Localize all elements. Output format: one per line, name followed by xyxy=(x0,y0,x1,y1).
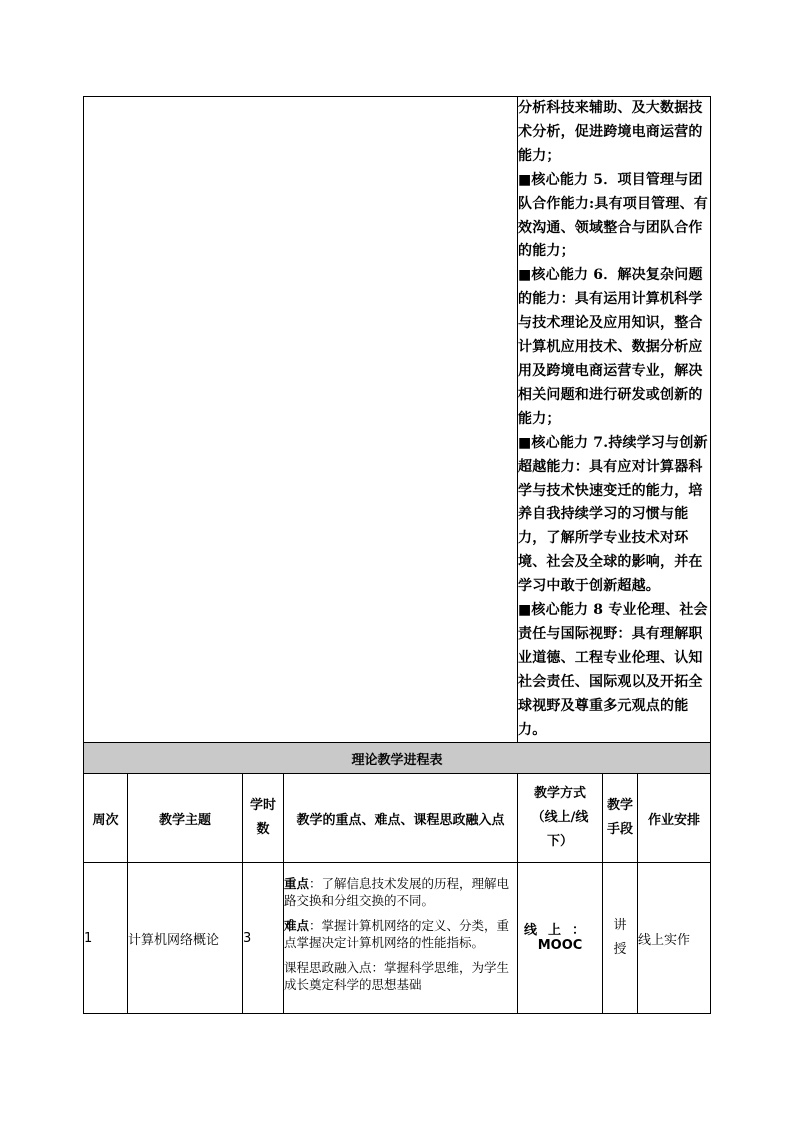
difficulty-paragraph xyxy=(284,917,517,951)
key-point-text: ：了解信息技术发展的历程，理解电路交换和分组交换的不同。 xyxy=(284,876,510,909)
schedule-title: 理论教学进程表 xyxy=(84,743,711,774)
key-point-label: 重点 xyxy=(284,876,310,892)
header-hours-line2: 数 xyxy=(256,822,270,838)
header-topic: 教学主题 xyxy=(128,774,243,863)
header-mode xyxy=(518,774,603,863)
course-table xyxy=(83,96,711,1014)
row-topic: 计算机网络概论 xyxy=(128,863,243,1014)
header-means xyxy=(603,774,638,863)
competency-row xyxy=(84,97,711,743)
row-mode xyxy=(518,863,603,1014)
header-means-line1: 教学 xyxy=(606,798,633,814)
header-means-line2: 手段 xyxy=(606,822,633,838)
ideology-paragraph: 课程思政融入点：掌握科学思维，为学生成长奠定科学的思想基础 xyxy=(284,960,510,993)
row-key-points xyxy=(284,863,518,1014)
row-assignment: 线上实作 xyxy=(638,863,711,1014)
header-mode-line1: 教学方式 xyxy=(533,786,586,802)
header-key-points: 教学的重点、难点、课程思政融入点 xyxy=(284,774,518,863)
header-row xyxy=(84,774,711,863)
competency-text: 分析科技来辅助、及大数据技术分析，促进跨境电商运营的能力； ■核心能力 5．项目管理与团队合作能力:具有项目管理、有效沟通、领域整合与团队合作的能力； ■核心能力 6．解决复杂问题的能力：具有运用计算机科学与技术理论及应用知识，整合计算机应用技术、数据分析应用及跨境电商运营专业，解决相关问题和进行研发或创新的能力； ■核心能力 7.持续学习与创新超越能力：具有应对计算器科学与技术快速变迁的能力，培养自我持续学习的习惯与能力，了解所学专业技术对环境、社会及全球的影响，并在学习中敢于创新超越。 ■核心能力 8 专业伦理、社会责任与国际视野：具有理解职业道德、工程专业伦理、认知社会责任、国际观以及开拓全球视野及尊重多元观点的能力。 xyxy=(518,100,708,738)
difficulty-text: ：掌握计算机网络的定义、分类，重点掌握决定计算机网络的性能指标。 xyxy=(284,918,510,951)
row-means-line2: 授 xyxy=(613,942,627,958)
difficulty-label: 难点 xyxy=(284,918,310,934)
schedule-title-row xyxy=(84,743,711,774)
row-means-line1: 讲 xyxy=(613,918,627,934)
header-hours-line1: 学时 xyxy=(249,798,276,814)
table-row xyxy=(84,863,711,1014)
row-hours: 3 xyxy=(243,863,284,1014)
row-means xyxy=(603,863,638,1014)
row-week: 1 xyxy=(84,863,128,1014)
row-mode-line1: 线上： xyxy=(523,923,596,939)
header-mode-line2: （线上/线 xyxy=(531,810,589,826)
header-mode-line3: 下） xyxy=(546,834,573,850)
blank-cell xyxy=(84,97,518,743)
key-point-paragraph xyxy=(284,875,517,909)
header-assignment: 作业安排 xyxy=(638,774,711,863)
competency-cell xyxy=(518,97,711,743)
header-hours xyxy=(243,774,284,863)
header-week: 周次 xyxy=(84,774,128,863)
row-mode-line2: MOOC xyxy=(537,938,583,954)
